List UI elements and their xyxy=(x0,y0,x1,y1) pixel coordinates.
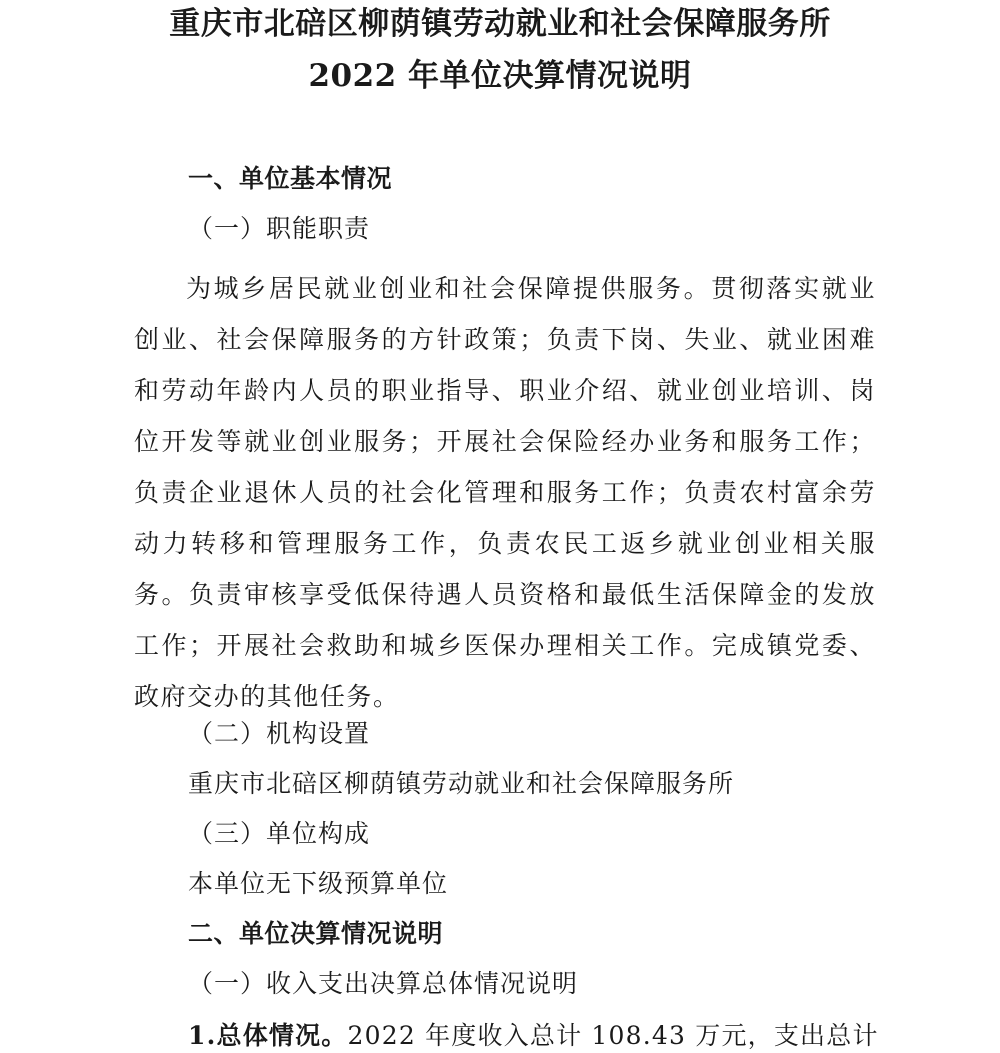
section-1-3-heading: （三）单位构成 xyxy=(188,819,371,848)
section-1-1-heading: （一）职能职责 xyxy=(188,214,371,243)
section-2-1-item xyxy=(188,1020,879,1052)
section-2-1-item-text: 2022 年度收入总计 108.43 万元，支出总计 xyxy=(347,1021,879,1050)
section-1-2-heading: （二）机构设置 xyxy=(188,719,371,748)
section-2-heading: 二、单位决算情况说明 xyxy=(188,919,444,948)
section-1-2-body: 重庆市北碚区柳荫镇劳动就业和社会保障服务所 xyxy=(188,769,735,798)
section-2-1-heading: （一）收入支出决算总体情况说明 xyxy=(188,969,579,998)
document-title-line-1: 重庆市北碚区柳荫镇劳动就业和社会保障服务所 xyxy=(169,6,831,42)
section-1-heading: 一、单位基本情况 xyxy=(188,164,393,193)
document-title-line-2: 2022 年单位决算情况说明 xyxy=(308,58,692,94)
section-1-3-body: 本单位无下级预算单位 xyxy=(188,869,449,898)
section-1-1-body: 为城乡居民就业创业和社会保障提供服务。贯彻落实就业创业、社会保障服务的方针政策；负责下岗、失业、就业困难和劳动年龄内人员的职业指导、职业介绍、就业创业培训、岗位开发等就业创业服务；开展社会保险经办业务和服务工作；负责企业退休人员的社会化管理和服务工作；负责农村富余劳动力转移和管理服务工作，负责农民工返乡就业创业相关服务。负责审核享受低保待遇人员资格和最低生活保障金的发放工作；开展社会救助和城乡医保办理相关工作。完成镇党委、政府交办的其他任务。 xyxy=(134,274,876,711)
section-2-1-item-label: 1.总体情况。 xyxy=(188,1021,348,1050)
